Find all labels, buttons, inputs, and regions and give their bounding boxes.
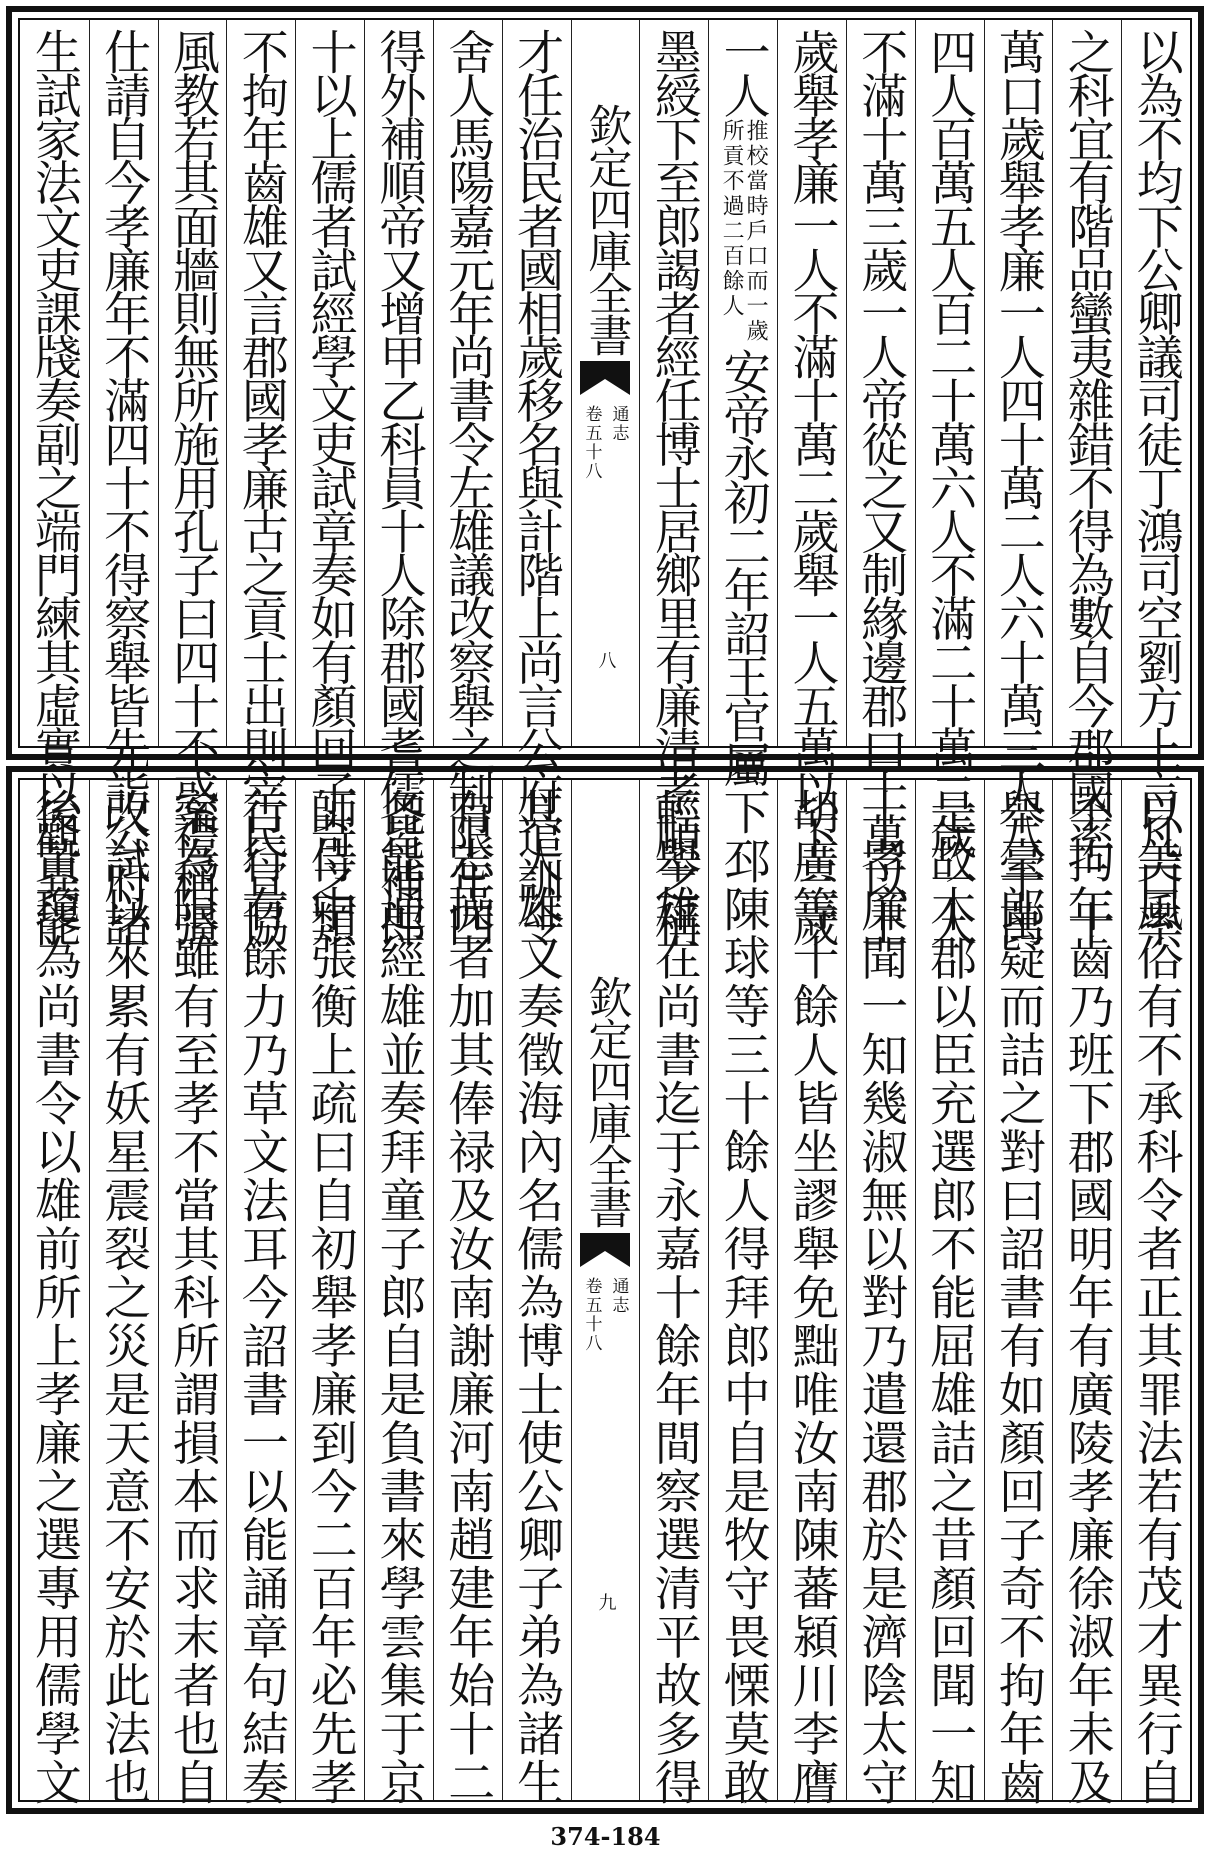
column-text: 舉臺郎疑而詰之對曰詔書有如顏回子奇不拘年齒: [990, 788, 1046, 1807]
text-column: [1121, 780, 1190, 1807]
folio-page-number: 九: [595, 1593, 617, 1611]
text-column: [364, 20, 433, 944]
text-column: [846, 20, 915, 944]
column-text: 墨綬下至郎謁者經任博士居鄉里有廉清孝順之稱: [646, 28, 702, 944]
column-text: 才任治民者國相歲移名與計階上尚言公府逭訓令: [509, 28, 565, 944]
column-text: 以美風俗有不承科令者正其罪法若有茂才異行自: [1128, 788, 1184, 1807]
column-text: 歲舉孝廉一人不滿十萬二歲舉一人五萬以下三歲: [784, 28, 840, 944]
text-column: [639, 20, 708, 944]
center-title: 欽定四庫全書: [580, 975, 632, 1227]
text-column: [571, 780, 640, 1800]
column-text: 後黃瓊為尚書令以雄前所上孝廉之選專用儒學文: [26, 788, 82, 1807]
text-column: [571, 20, 640, 746]
note-line: 推校當時戶口而一歲: [743, 119, 769, 345]
text-column: [915, 20, 984, 944]
text-column: [158, 780, 227, 1807]
column-text: 胡廣等十餘人皆坐謬舉免黜唯汝南陳蕃潁川李膺: [784, 788, 840, 1807]
interlinear-note: [719, 119, 769, 345]
column-text: 四人百萬五人百二十萬六人不滿二十萬二歲一人: [922, 28, 978, 944]
page-footer-number: 374-184: [550, 1822, 661, 1851]
column-text: 各能通經雄並奏拜童子郎自是負書來學雲集于京: [371, 788, 427, 1807]
text-column: [915, 780, 984, 1807]
column-text: 生試家法文吏課牋奏副之端門練其虛實以觀異能: [26, 28, 82, 944]
column-text: 十孝廉聞一知幾淑無以對乃遣還郡於是濟陰太守: [853, 788, 909, 1807]
column-text: 以為不均下公卿議司徒丁鴻司空劉方上言凡口率: [1128, 28, 1184, 944]
text-column: [708, 20, 777, 785]
mixed-column: [715, 28, 771, 785]
text-column: [502, 780, 571, 1807]
column-text: 不滿十萬三歲一人帝從之又制緣邊郡口十萬以上: [853, 28, 909, 944]
text-column: [502, 20, 571, 944]
center-note-line: 通志: [608, 1277, 629, 1315]
note-line: 所貢不過二百餘人: [719, 119, 745, 320]
text-column: [433, 780, 502, 1807]
text-column: [158, 20, 227, 944]
text-column: [364, 780, 433, 1807]
text-column: [846, 780, 915, 1807]
fishtail-mark-icon: [580, 1233, 630, 1267]
column-text: 安帝永初二年詔王官屬: [715, 348, 771, 785]
column-text: 行行有餘力乃草文法耳今詔書一以能誦章句結奏: [233, 788, 289, 1807]
column-prefix-text: 一人: [715, 28, 771, 116]
column-text: 有志操者加其俸禄及汝南謝廉河南趙建年始十二: [440, 788, 496, 1807]
text-column: [777, 20, 846, 944]
center-note-line: 卷五十八: [581, 405, 602, 481]
column-text: 十以上儒者試經學文吏試章奏如有顏回子奇之類: [302, 28, 358, 944]
column-text: 之科宜有階品蠻夷雜錯不得為數自今郡國率二十: [1059, 28, 1115, 944]
center-title: 欽定四庫全書: [580, 103, 632, 355]
column-text: 萬口歲舉孝廉一人四十萬二人六十萬三人八十萬: [990, 28, 1046, 944]
top-page-frame: [6, 6, 1204, 944]
fishtail-mark-icon: [580, 361, 630, 395]
top-page-inner-border: [18, 18, 1192, 944]
center-note: [579, 405, 631, 481]
column-text: 不拘年齒乃班下郡國明年有廣陵孝廉徐淑年未及: [1059, 788, 1115, 1807]
center-note: [579, 1277, 631, 1353]
text-column: [226, 780, 295, 1807]
center-note-line: 通志: [608, 405, 629, 443]
bottom-page-frame: [6, 766, 1204, 1814]
column-text: 師侍中張衡上疏曰自初舉孝廉到今二百年必先孝: [302, 788, 358, 1807]
column-text: 舍人馬陽嘉元年尚書令左雄議改察舉之制限年四: [440, 28, 496, 944]
text-column: [295, 780, 364, 1807]
text-column: [433, 20, 502, 944]
text-column: [1052, 780, 1121, 1807]
bottom-page-inner-border: [18, 778, 1192, 1807]
text-column: [20, 20, 89, 944]
column-text: 改試以來累有妖星震裂之災是天意不安於此法也: [96, 788, 152, 1807]
text-column: [295, 20, 364, 944]
text-column: [20, 780, 89, 1807]
column-text: 風教若其面牆則無所施用孔子曰四十不惑禮稱彊: [164, 28, 220, 944]
column-text: 得外補順帝又增甲乙科員十人除郡國耆儒皆補郎: [371, 28, 427, 944]
column-text: 案為限雖有至孝不當其科所謂損本而求末者也自: [164, 788, 220, 1807]
center-note-line: 卷五十八: [581, 1277, 602, 1353]
column-text: 下邳陳球等三十餘人得拜郎中自是牧守畏慄莫敢: [715, 788, 771, 1807]
column-text: 輕舉雄在尚書迄于永嘉十餘年間察選清平故多得: [646, 788, 702, 1807]
text-column: [89, 20, 158, 944]
column-text: 其人雄又奏徵海內名儒為博士使公卿子弟為諸生: [509, 788, 565, 1807]
top-page-columns: [20, 20, 1190, 944]
text-column: [226, 20, 295, 944]
text-column: [639, 780, 708, 1807]
folio-page-number: 八: [595, 651, 617, 669]
text-column: [1052, 20, 1121, 944]
column-text: 仕請自今孝廉年不滿四十不得察舉皆先詣公府諸: [96, 28, 152, 944]
text-column: [89, 780, 158, 1807]
text-column: [984, 780, 1053, 1807]
text-column: [1121, 20, 1190, 944]
column-text: 是故本郡以臣充選郎不能屈雄詰之昔顏回聞一知: [922, 788, 978, 1807]
column-text: 不拘年齒雄又言郡國孝廉古之貢士出則宰民宣協: [233, 28, 289, 944]
text-column: [984, 20, 1053, 944]
bottom-page-columns: [20, 780, 1190, 1807]
text-column: [777, 780, 846, 1807]
text-column: [708, 780, 777, 1807]
